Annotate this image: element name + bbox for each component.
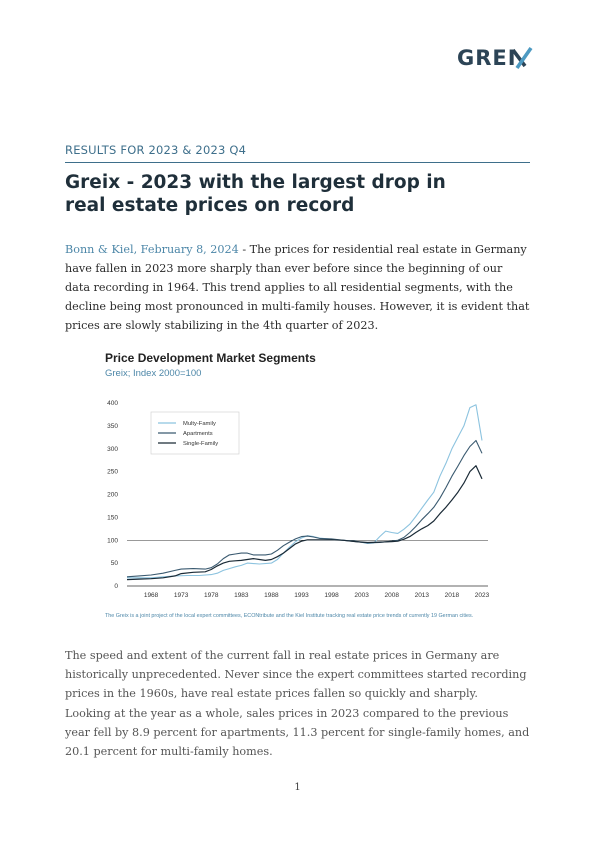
legend-label: Apartments <box>183 431 213 437</box>
y-tick-label: 50 <box>110 560 118 568</box>
y-tick-label: 150 <box>107 514 118 522</box>
page-title <box>65 171 505 217</box>
chart-subtitle: Greix; Index 2000=100 <box>105 368 202 379</box>
x-tick-label: 2023 <box>474 592 490 599</box>
price-development-chart <box>103 348 495 628</box>
y-tick-label: 300 <box>107 445 118 453</box>
x-tick-label: 1998 <box>324 592 339 599</box>
x-tick-label: 2013 <box>414 592 430 599</box>
page-number: 1 <box>294 782 301 793</box>
chart-title: Price Development Market Segments <box>105 351 316 365</box>
x-tick-label: 1973 <box>173 592 189 599</box>
x-tick-label: 2008 <box>384 592 399 599</box>
kicker-divider <box>65 162 530 163</box>
x-tick-label: 1978 <box>203 592 219 599</box>
y-tick-label: 400 <box>107 400 118 407</box>
x-tick-label: 1988 <box>264 592 279 599</box>
y-tick-label: 100 <box>107 537 118 545</box>
section-kicker: RESULTS FOR 2023 & 2023 Q4 <box>65 143 247 157</box>
y-tick-label: 200 <box>107 491 118 499</box>
body-paragraph-1: The speed and extent of the current fall in real estate prices in Germany are historically unprecedented. Never since the expert committees started recording prices in the 1960s, have real estate prices fallen so quickly and sharply. <box>65 649 527 700</box>
chart-plot <box>103 348 495 618</box>
title-line-1: Greix - 2023 with the largest drop in <box>65 172 446 193</box>
y-tick-label: 350 <box>107 422 118 430</box>
logo-wordmark: GREI <box>457 46 517 70</box>
y-tick-label: 0 <box>114 583 118 590</box>
dateline: Bonn & Kiel, February 8, 2024 <box>65 243 239 256</box>
legend-label: Multy-Family <box>183 421 216 427</box>
greix-logo <box>457 46 533 70</box>
x-tick-label: 2018 <box>444 592 460 599</box>
y-tick-label: 250 <box>107 468 118 476</box>
x-tick-label: 1968 <box>143 592 159 599</box>
x-tick-label: 2003 <box>354 592 369 599</box>
x-tick-label: 1983 <box>234 592 249 599</box>
intro-text: - The prices for residential real estate in Germany have fallen in 2023 more sharply than ever before since the beginning of our data recording in 1964. This trend applies to all residential segments, with the decline being most pronounced in multi-family houses. However, it is evident that prices are slowly stabilizing in the 4th quarter of 2023. <box>65 243 530 332</box>
series-line-apartments <box>127 441 482 577</box>
intro-paragraph <box>65 240 530 335</box>
chart-footnote: The Greix is a joint project of the local expert committees, ECONtribute and the Kiel Institute tracking real estate price trends of currently 19 German cities. <box>105 613 474 619</box>
legend-label: Single-Family <box>183 441 219 447</box>
title-line-2: real estate prices on record <box>65 195 355 216</box>
series-line-single-family <box>127 466 482 580</box>
x-tick-label: 1993 <box>294 592 309 599</box>
logo-x-mark-icon <box>511 46 533 70</box>
body-paragraph-2: Looking at the year as a whole, sales prices in 2023 compared to the previous year fell by 8.9 percent for apartments, 11.3 percent for single-family homes, and 20.1 percent for multi-family homes. <box>65 707 530 758</box>
